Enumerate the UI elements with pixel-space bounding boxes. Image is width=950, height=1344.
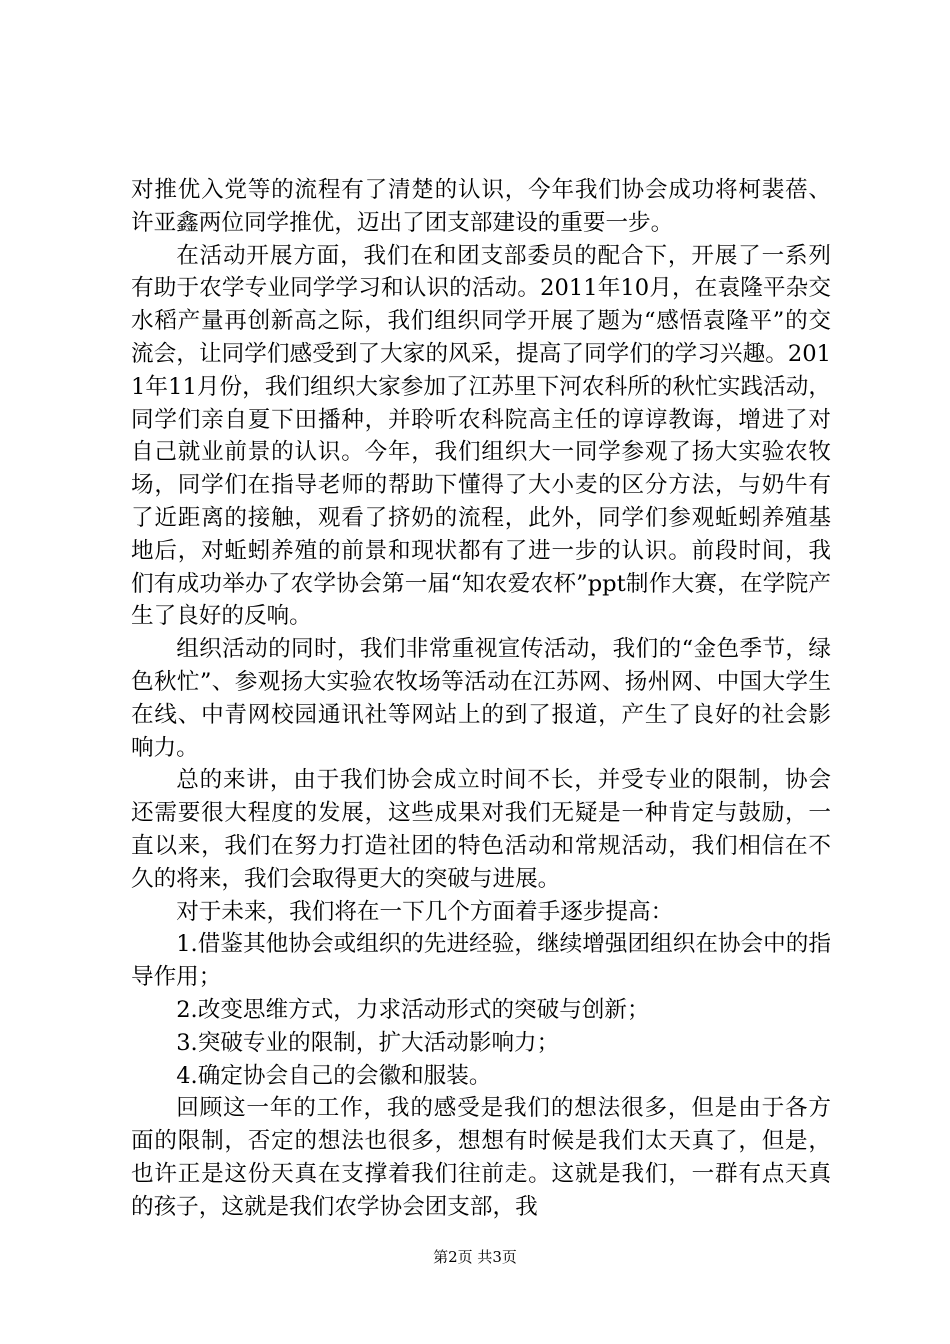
paragraph-2: 在活动开展方面，我们在和团支部委员的配合下，开展了一系列有助于农学专业同学学习和认识的活动。2011年10月，在袁隆平杂交水稻产量再创新高之际，我们组织同学开展了题为“感悟袁隆平”的交流会，让同学们感受到了大家的风采，提高了同学们的学习兴趣。2011年11月份，我们组织大家参加了江苏里下河农科所的秋忙实践活动，同学们亲自夏下田播种，并聆听农科院高主任的谆谆教诲，增进了对自己就业前景的认识。今年，我们组织大一同学参观了扬大实验农牧场，同学们在指导老师的帮助下懂得了大小麦的区分方法，与奶牛有了近距离的接触，观看了挤奶的流程，此外，同学们参观蚯蚓养殖基地后，对蚯蚓养殖的前景和现状都有了进一步的认识。前段时间，我们有成功举办了农学协会第一届“知农爱农杯”ppt制作大赛，在学院产生了良好的反响。 xyxy=(131,242,831,630)
page-footer: 第2页 共3页 xyxy=(433,1248,517,1266)
list-item-1: 1.借鉴其他协会或组织的先进经验，继续增强团组织在协会中的指导作用； xyxy=(131,931,831,991)
list-item-3: 3.突破专业的限制，扩大活动影响力； xyxy=(176,1029,560,1056)
paragraph-5: 对于未来，我们将在一下几个方面着手逐步提高： xyxy=(176,898,674,925)
paragraph-4: 总的来讲，由于我们协会成立时间不长，并受专业的限制，协会还需要很大程度的发展，这些成果对我们无疑是一种肯定与鼓励，一直以来，我们在努力打造社团的特色活动和常规活动，我们相信在不久的将来，我们会取得更大的突破与进展。 xyxy=(131,767,831,892)
paragraph-6: 回顾这一年的工作，我的感受是我们的想法很多，但是由于各方面的限制，否定的想法也很多，想想有时候是我们太天真了，但是，也许正是这份天真在支撑着我们往前走。这就是我们，一群有点天真的孩子，这就是我们农学协会团支部，我 xyxy=(131,1095,831,1220)
paragraph-1: 对推优入党等的流程有了清楚的认识，今年我们协会成功将柯裴蓓、许亚鑫两位同学推优，迈出了团支部建设的重要一步。 xyxy=(131,177,831,236)
list-item-4: 4.确定协会自己的会徽和服装。 xyxy=(176,1062,492,1089)
list-item-2: 2.改变思维方式，力求活动形式的突破与创新； xyxy=(176,996,650,1023)
paragraph-3: 组织活动的同时，我们非常重视宣传活动，我们的“金色季节，绿色秋忙”、参观扬大实验农牧场等活动在江苏网、扬州网、中国大学生在线、中青网校园通讯社等网站上的到了报道，产生了良好的社会影响力。 xyxy=(131,636,831,761)
document-body xyxy=(131,174,831,1224)
